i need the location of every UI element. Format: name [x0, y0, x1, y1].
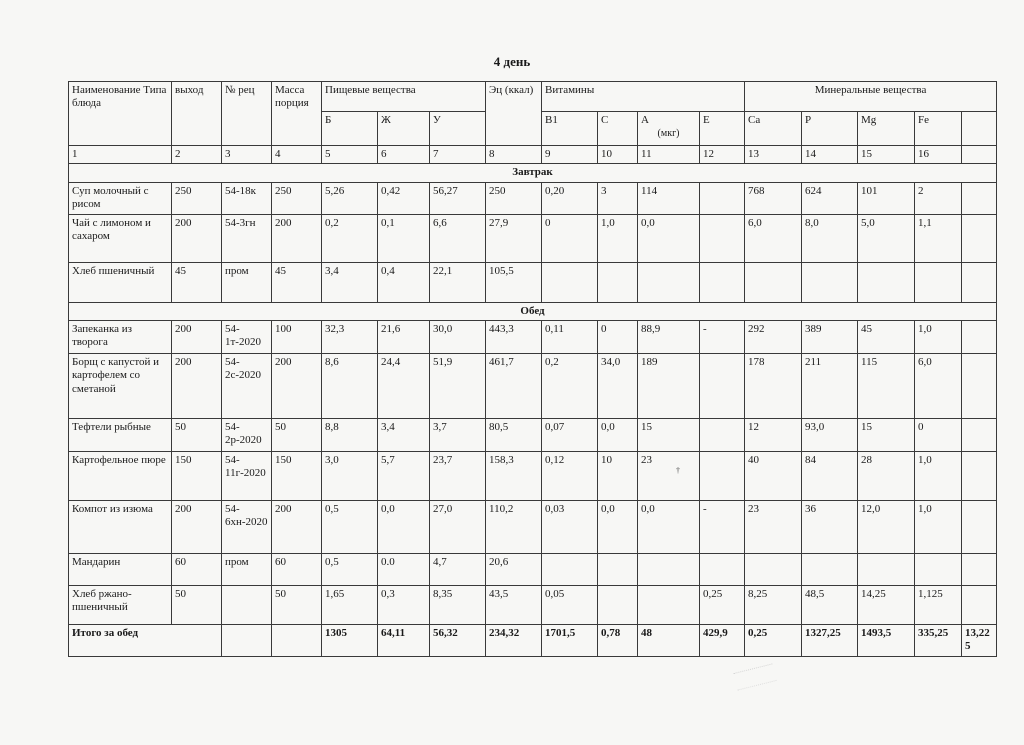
table-row-cell: 200 [172, 321, 222, 354]
table-row-cell: 23 [638, 452, 700, 501]
column-number-row-cell: 4 [272, 146, 322, 164]
table-row-cell: 1,65 [322, 586, 378, 625]
table-row-cell: 200 [172, 354, 222, 419]
table-row-cell: Мандарин [69, 554, 172, 586]
table-row [69, 354, 997, 419]
total-cell: 1327,25 [802, 625, 858, 657]
table-row-cell: 0,0 [638, 214, 700, 262]
table-row [69, 182, 997, 214]
table-row-cell: 200 [272, 501, 322, 554]
column-number-row-cell [962, 146, 997, 164]
table-row-cell: 30,0 [430, 321, 486, 354]
table-row-cell: 48,5 [802, 586, 858, 625]
table-row-cell: 3 [598, 182, 638, 214]
table-row-cell: 51,9 [430, 354, 486, 419]
table-row-cell: 80,5 [486, 419, 542, 452]
table-row-cell [745, 554, 802, 586]
table-row-cell: 15 [638, 419, 700, 452]
table-row-cell: 5,0 [858, 214, 915, 262]
header-a [638, 112, 700, 146]
table-row-cell: 0,0 [638, 501, 700, 554]
table-row-cell: 8,35 [430, 586, 486, 625]
table-row-cell: 12,0 [858, 501, 915, 554]
header-vitamins: Витамины [542, 82, 745, 112]
table-row-cell: 4,7 [430, 554, 486, 586]
table-row-cell [700, 354, 745, 419]
column-number-row-cell: 9 [542, 146, 598, 164]
table-row-cell: 36 [802, 501, 858, 554]
table-row-cell [802, 554, 858, 586]
table-row-cell: 8,0 [802, 214, 858, 262]
table-row-cell [700, 182, 745, 214]
table-row-cell: 45 [858, 321, 915, 354]
table-row-cell: 8,6 [322, 354, 378, 419]
total-cell: 429,9 [700, 625, 745, 657]
table-row-cell: 54-11г-2020 [222, 452, 272, 501]
table-row-cell: 0.0 [378, 554, 430, 586]
column-number-row-cell: 10 [598, 146, 638, 164]
table-row-cell: 150 [272, 452, 322, 501]
table-row-cell: 1,0 [598, 214, 638, 262]
header-e: E [700, 112, 745, 146]
table-row-cell: пром [222, 262, 272, 302]
table-row-cell: 3,4 [378, 419, 430, 452]
table-row-cell: 105,5 [486, 262, 542, 302]
table-row-cell: 54-2с-2020 [222, 354, 272, 419]
table-row-cell: Компот из изюма [69, 501, 172, 554]
table-row-cell [915, 554, 962, 586]
column-number-row-cell: 6 [378, 146, 430, 164]
total-cell: 234,32 [486, 625, 542, 657]
header-output: выход [172, 82, 222, 146]
table-row-cell [915, 262, 962, 302]
table-row-cell [700, 214, 745, 262]
table-row-cell: 15 [858, 419, 915, 452]
column-number-row-cell: 1 [69, 146, 172, 164]
section-title: Обед [69, 302, 997, 320]
table-row-cell [638, 262, 700, 302]
total-cell: 1701,5 [542, 625, 598, 657]
section-row [69, 164, 997, 182]
table-row [69, 501, 997, 554]
table-row-cell: 0,1 [378, 214, 430, 262]
table-row-cell: 23 [745, 501, 802, 554]
column-number-row-cell: 8 [486, 146, 542, 164]
table-row-cell: 0,42 [378, 182, 430, 214]
table-row-cell: 60 [172, 554, 222, 586]
table-row-cell: 389 [802, 321, 858, 354]
total-cell [222, 625, 272, 657]
table-row-cell [962, 262, 997, 302]
table-row [69, 214, 997, 262]
total-cell: 1493,5 [858, 625, 915, 657]
total-cell: 64,11 [378, 625, 430, 657]
column-number-row-cell: 12 [700, 146, 745, 164]
table-row-cell: 1,0 [915, 321, 962, 354]
table-row-cell: 27,0 [430, 501, 486, 554]
table-row-cell: 200 [272, 354, 322, 419]
table-row-cell: 3,4 [322, 262, 378, 302]
table-row-cell [222, 586, 272, 625]
table-row-cell: 32,3 [322, 321, 378, 354]
table-row-cell: 115 [858, 354, 915, 419]
table-row-cell: 292 [745, 321, 802, 354]
table-row-cell: 768 [745, 182, 802, 214]
table-row-cell: 150 [172, 452, 222, 501]
total-cell: 0,78 [598, 625, 638, 657]
table-row-cell: 6,0 [745, 214, 802, 262]
total-cell: 1305 [322, 625, 378, 657]
table-row-cell: 23,7 [430, 452, 486, 501]
table-row-cell [962, 354, 997, 419]
table-row-cell: 60 [272, 554, 322, 586]
table-row-cell: 0,2 [322, 214, 378, 262]
header-recipe: № рец [222, 82, 272, 146]
table-row-cell: 100 [272, 321, 322, 354]
header-row-1 [69, 82, 997, 112]
table-row-cell [638, 586, 700, 625]
table-row-cell: 54-2р-2020 [222, 419, 272, 452]
table-row-cell: 0,5 [322, 554, 378, 586]
table-row-cell: 0,0 [598, 419, 638, 452]
table-row-cell: 250 [486, 182, 542, 214]
table-row-cell [700, 262, 745, 302]
table-row-cell: 189 [638, 354, 700, 419]
table-row-cell: 211 [802, 354, 858, 419]
column-number-row [69, 146, 997, 164]
table-row-cell: 200 [172, 501, 222, 554]
page-title: 4 день [493, 54, 531, 69]
header-minerals: Минеральные вещества [745, 82, 997, 112]
table-row [69, 452, 997, 501]
header-c: C [598, 112, 638, 146]
table-row-cell: 461,7 [486, 354, 542, 419]
table-row-cell: 84 [802, 452, 858, 501]
table-row-cell [638, 554, 700, 586]
table-row-cell: 200 [172, 214, 222, 262]
table-row-cell [962, 321, 997, 354]
header-name: Наименование Типа блюда [69, 82, 172, 146]
table-row-cell: 12 [745, 419, 802, 452]
table-row-cell: - [700, 501, 745, 554]
table-row-cell [802, 262, 858, 302]
table-row-cell: 0,11 [542, 321, 598, 354]
header-p: P [802, 112, 858, 146]
table-row-cell [542, 262, 598, 302]
total-cell [272, 625, 322, 657]
header-b: Б [322, 112, 378, 146]
table-row-cell: 158,3 [486, 452, 542, 501]
table-row-cell: 22,1 [430, 262, 486, 302]
table-row-cell: 250 [172, 182, 222, 214]
table-row-cell: 93,0 [802, 419, 858, 452]
total-cell: 335,25 [915, 625, 962, 657]
table-row-cell: 0,0 [378, 501, 430, 554]
table-row-cell: 56,27 [430, 182, 486, 214]
column-number-row-cell: 3 [222, 146, 272, 164]
table-row-cell [962, 554, 997, 586]
table-row-cell [745, 262, 802, 302]
table-row-cell: 45 [172, 262, 222, 302]
header-zh: Ж [378, 112, 430, 146]
table-row-cell: 88,9 [638, 321, 700, 354]
table-row-cell: Чай с лимоном и сахаром [69, 214, 172, 262]
table-row-cell: 54-1т-2020 [222, 321, 272, 354]
total-cell: 13,225 [962, 625, 997, 657]
header-nutrients: Пищевые вещества [322, 82, 486, 112]
table-row-cell: 43,5 [486, 586, 542, 625]
table-row-cell [598, 262, 638, 302]
table-row-cell: 0,4 [378, 262, 430, 302]
table-row-cell [962, 182, 997, 214]
table-row-cell: 5,7 [378, 452, 430, 501]
column-number-row-cell: 13 [745, 146, 802, 164]
table-row-cell: пром [222, 554, 272, 586]
total-cell: 56,32 [430, 625, 486, 657]
section-title: Завтрак [69, 164, 997, 182]
table-row-cell [700, 452, 745, 501]
table-row-cell: 50 [272, 586, 322, 625]
table-row-cell: 0 [915, 419, 962, 452]
total-row [69, 625, 997, 657]
table-row-cell: 110,2 [486, 501, 542, 554]
table-row-cell: 6,0 [915, 354, 962, 419]
table-row-cell: 50 [272, 419, 322, 452]
table-row-cell: 27,9 [486, 214, 542, 262]
table-row-cell: 443,3 [486, 321, 542, 354]
table-row-cell: 0,12 [542, 452, 598, 501]
table-row-cell: Запеканка из творога [69, 321, 172, 354]
table-row-cell: 40 [745, 452, 802, 501]
column-number-row-cell: 11 [638, 146, 700, 164]
table-row-cell: 10 [598, 452, 638, 501]
header-empty [962, 112, 997, 146]
table-row-cell [598, 554, 638, 586]
table-row-cell: 21,6 [378, 321, 430, 354]
table-row-cell: 0,3 [378, 586, 430, 625]
header-a-label: A [641, 114, 649, 126]
table-row-cell: 1,0 [915, 501, 962, 554]
table-row-cell [962, 214, 997, 262]
table-row-cell: 8,8 [322, 419, 378, 452]
total-cell: 48 [638, 625, 700, 657]
column-number-row-cell: 14 [802, 146, 858, 164]
table-row-cell [962, 419, 997, 452]
table-row-cell: 0,0 [598, 501, 638, 554]
table-row-cell: 34,0 [598, 354, 638, 419]
table-row-cell: 8,25 [745, 586, 802, 625]
table-row-cell: Картофельное пюре [69, 452, 172, 501]
table-row-cell: 200 [272, 214, 322, 262]
table-row-cell: 101 [858, 182, 915, 214]
table-row-cell: Хлеб ржано-пшеничный [69, 586, 172, 625]
column-number-row-cell: 16 [915, 146, 962, 164]
stray-mark: † [676, 466, 680, 475]
table-row-cell: 1,0 [915, 452, 962, 501]
table-row-cell [700, 419, 745, 452]
nutrition-table [68, 81, 997, 657]
table-row-cell: 28 [858, 452, 915, 501]
table-row-cell: 3,7 [430, 419, 486, 452]
table-row [69, 586, 997, 625]
table-row-cell: 0 [542, 214, 598, 262]
table-row-cell [962, 452, 997, 501]
header-u: У [430, 112, 486, 146]
table-row-cell [858, 262, 915, 302]
table-row-cell: 6,6 [430, 214, 486, 262]
table-row-cell: 3,0 [322, 452, 378, 501]
table-row [69, 554, 997, 586]
table-row-cell [962, 501, 997, 554]
table-row [69, 321, 997, 354]
table-row-cell: 45 [272, 262, 322, 302]
table-row-cell: 0 [598, 321, 638, 354]
table-row-cell [962, 586, 997, 625]
table-row-cell: 0,2 [542, 354, 598, 419]
table-row-cell: 250 [272, 182, 322, 214]
table-row-cell: 54-6хн-2020 [222, 501, 272, 554]
table-row-cell: 0,25 [700, 586, 745, 625]
table-row-cell: 14,25 [858, 586, 915, 625]
table-row-cell: Борщ с капустой и картофелем со сметаной [69, 354, 172, 419]
table-row-cell [858, 554, 915, 586]
table-row-cell: 50 [172, 586, 222, 625]
section-row [69, 302, 997, 320]
scan-smudge [733, 663, 776, 690]
table-row-cell [700, 554, 745, 586]
table-row [69, 419, 997, 452]
table-row-cell: 20,6 [486, 554, 542, 586]
table-row-cell: Тефтели рыбные [69, 419, 172, 452]
header-fe: Fe [915, 112, 962, 146]
table-row-cell: 0,20 [542, 182, 598, 214]
column-number-row-cell: 2 [172, 146, 222, 164]
table-row-cell: 0,03 [542, 501, 598, 554]
table-row-cell: - [700, 321, 745, 354]
table-row-cell: 0,05 [542, 586, 598, 625]
table-row-cell: 5,26 [322, 182, 378, 214]
total-label: Итого за обед [69, 625, 222, 657]
header-mass: Масса порция [272, 82, 322, 146]
table-row-cell: Суп молочный с рисом [69, 182, 172, 214]
table-row-cell [598, 586, 638, 625]
table-row-cell: 54-3гн [222, 214, 272, 262]
table-row [69, 262, 997, 302]
header-energy: Эц (ккал) [486, 82, 542, 146]
table-row-cell: 178 [745, 354, 802, 419]
column-number-row-cell: 7 [430, 146, 486, 164]
table-row-cell: 624 [802, 182, 858, 214]
table-row-cell: 1,125 [915, 586, 962, 625]
column-number-row-cell: 5 [322, 146, 378, 164]
table-row-cell: 2 [915, 182, 962, 214]
header-b1: B1 [542, 112, 598, 146]
header-mg: Mg [858, 112, 915, 146]
table-row-cell: 0,07 [542, 419, 598, 452]
table-row-cell: 0,5 [322, 501, 378, 554]
table-row-cell [542, 554, 598, 586]
total-cell: 0,25 [745, 625, 802, 657]
table-row-cell: 50 [172, 419, 222, 452]
table-row-cell: Хлеб пшеничный [69, 262, 172, 302]
header-a-unit: (мкг) [657, 128, 680, 140]
table-row-cell: 54-18к [222, 182, 272, 214]
column-number-row-cell: 15 [858, 146, 915, 164]
header-ca: Ca [745, 112, 802, 146]
table-row-cell: 24,4 [378, 354, 430, 419]
table-row-cell: 114 [638, 182, 700, 214]
table-row-cell: 1,1 [915, 214, 962, 262]
